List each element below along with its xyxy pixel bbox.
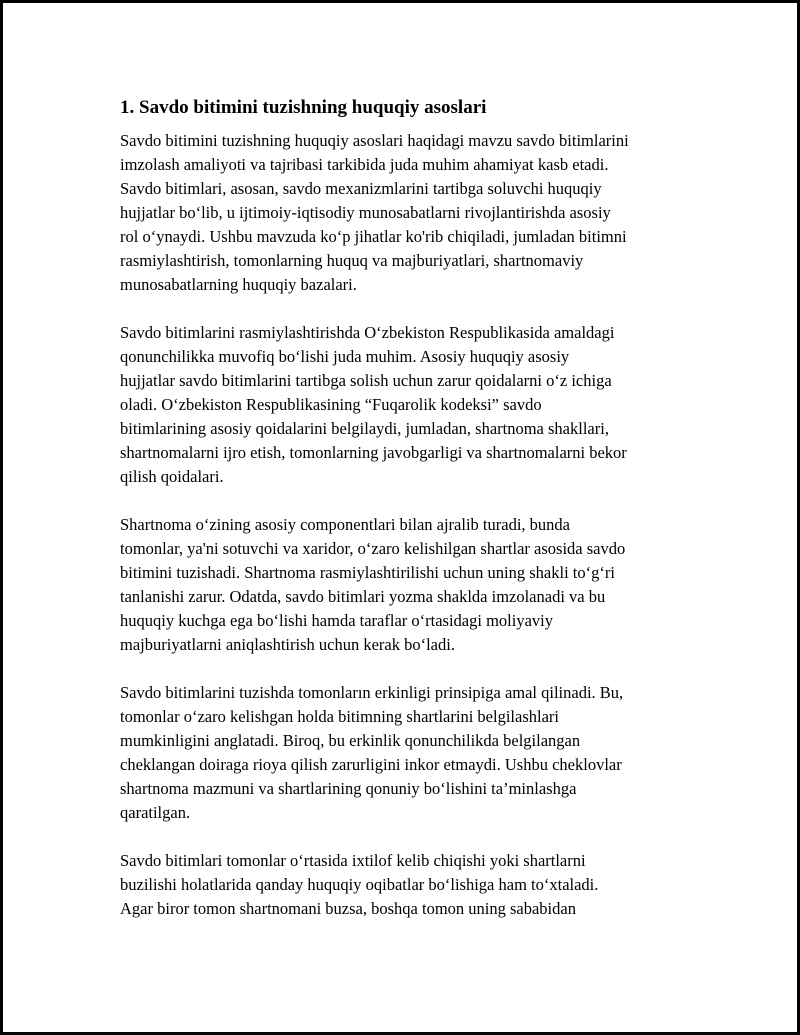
text-line: munosabatlarning huquqiy bazalari. [120, 275, 357, 294]
text-line: Agar biror tomon shartnomani buzsa, boshqa tomon uning sababidan [120, 899, 576, 918]
text-line: hujjatlar bo‘lib, u ijtimoiy-iqtisodiy munosabatlarni rivojlantirishda asosiy [120, 203, 611, 222]
text-line: majburiyatlarni aniqlashtirish uchun kerak bo‘ladi. [120, 635, 455, 654]
text-line: oladi. O‘zbekiston Respublikasining “Fuqarolik kodeksi” savdo [120, 395, 542, 414]
document-body [120, 95, 710, 945]
paragraph-4 [120, 681, 710, 825]
text-line: buzilishi holatlarida qanday huquqiy oqibatlar bo‘lishiga ham to‘xtaladi. [120, 875, 599, 894]
text-line: huquqiy kuchga ega bo‘lishi hamda taraflar o‘rtasidagi moliyaviy [120, 611, 553, 630]
text-line: bitimini tuzishadi. Shartnoma rasmiylashtirilishi uchun uning shakli to‘g‘ri [120, 563, 615, 582]
text-line: Savdo bitimini tuzishning huquqiy asoslari haqidagi mavzu savdo bitimlarini [120, 131, 629, 150]
text-line: rol o‘ynaydi. Ushbu mavzuda ko‘p jihatlar ko'rib chiqiladi, jumladan bitimni [120, 227, 627, 246]
text-line: mumkinligini anglatadi. Biroq, bu erkinlik qonunchilikda belgilangan [120, 731, 581, 750]
section-heading: 1. Savdo bitimini tuzishning huquqiy asoslari [120, 97, 487, 118]
text-line: shartnoma mazmuni va shartlarining qonuniy bo‘lishini ta’minlashga [120, 779, 577, 798]
paragraph-5 [120, 849, 710, 921]
paragraph-3 [120, 513, 710, 657]
text-line: qonunchilikka muvofiq bo‘lishi juda muhim. Asosiy huquqiy asosiy [120, 347, 570, 366]
paragraph-2 [120, 321, 710, 489]
text-line: tomonlar, ya'ni sotuvchi va xaridor, o‘zaro kelishilgan shartlar asosida savdo [120, 539, 626, 558]
paragraph-1 [120, 129, 710, 297]
text-line: Savdo bitimlarini rasmiylashtirishda O‘zbekiston Respublikasida amaldagi [120, 323, 615, 342]
text-line: bitimlarining asosiy qoidalarini belgilaydi, jumladan, shartnoma shakllari, [120, 419, 609, 438]
text-line: rasmiylashtirish, tomonlarning huquq va majburiyatlari, shartnomaviy [120, 251, 584, 270]
text-line: imzolash amaliyoti va tajribasi tarkibida juda muhim ahamiyat kasb etadi. [120, 155, 609, 174]
text-line: qilish qoidalari. [120, 467, 224, 486]
text-line: tanlanishi zarur. Odatda, savdo bitimlari yozma shaklda imzolanadi va bu [120, 587, 606, 606]
text-line: Savdo bitimlari, asosan, savdo mexanizmlarini tartibga soluvchi huquqiy [120, 179, 602, 198]
text-line: cheklangan doiraga rioya qilish zarurligini inkor etmaydi. Ushbu cheklovlar [120, 755, 622, 774]
text-line: tomonlar o‘zaro kelishgan holda bitimning shartlarini belgilashlari [120, 707, 559, 726]
text-line: shartnomalarni ijro etish, tomonlarning javobgarligi va shartnomalarni bekor [120, 443, 627, 462]
text-line: hujjatlar savdo bitimlarini tartibga solish uchun zarur qoidalarni o‘z ichiga [120, 371, 612, 390]
text-line: Savdo bitimlari tomonlar o‘rtasida ixtilof kelib chiqishi yoki shartlarni [120, 851, 586, 870]
text-line: qaratilgan. [120, 803, 191, 822]
text-line: Savdo bitimlarini tuzishda tomonların erkinligi prinsipiga amal qilinadi. Bu, [120, 683, 624, 702]
text-line: Shartnoma o‘zining asosiy componentlari bilan ajralib turadi, bunda [120, 515, 570, 534]
